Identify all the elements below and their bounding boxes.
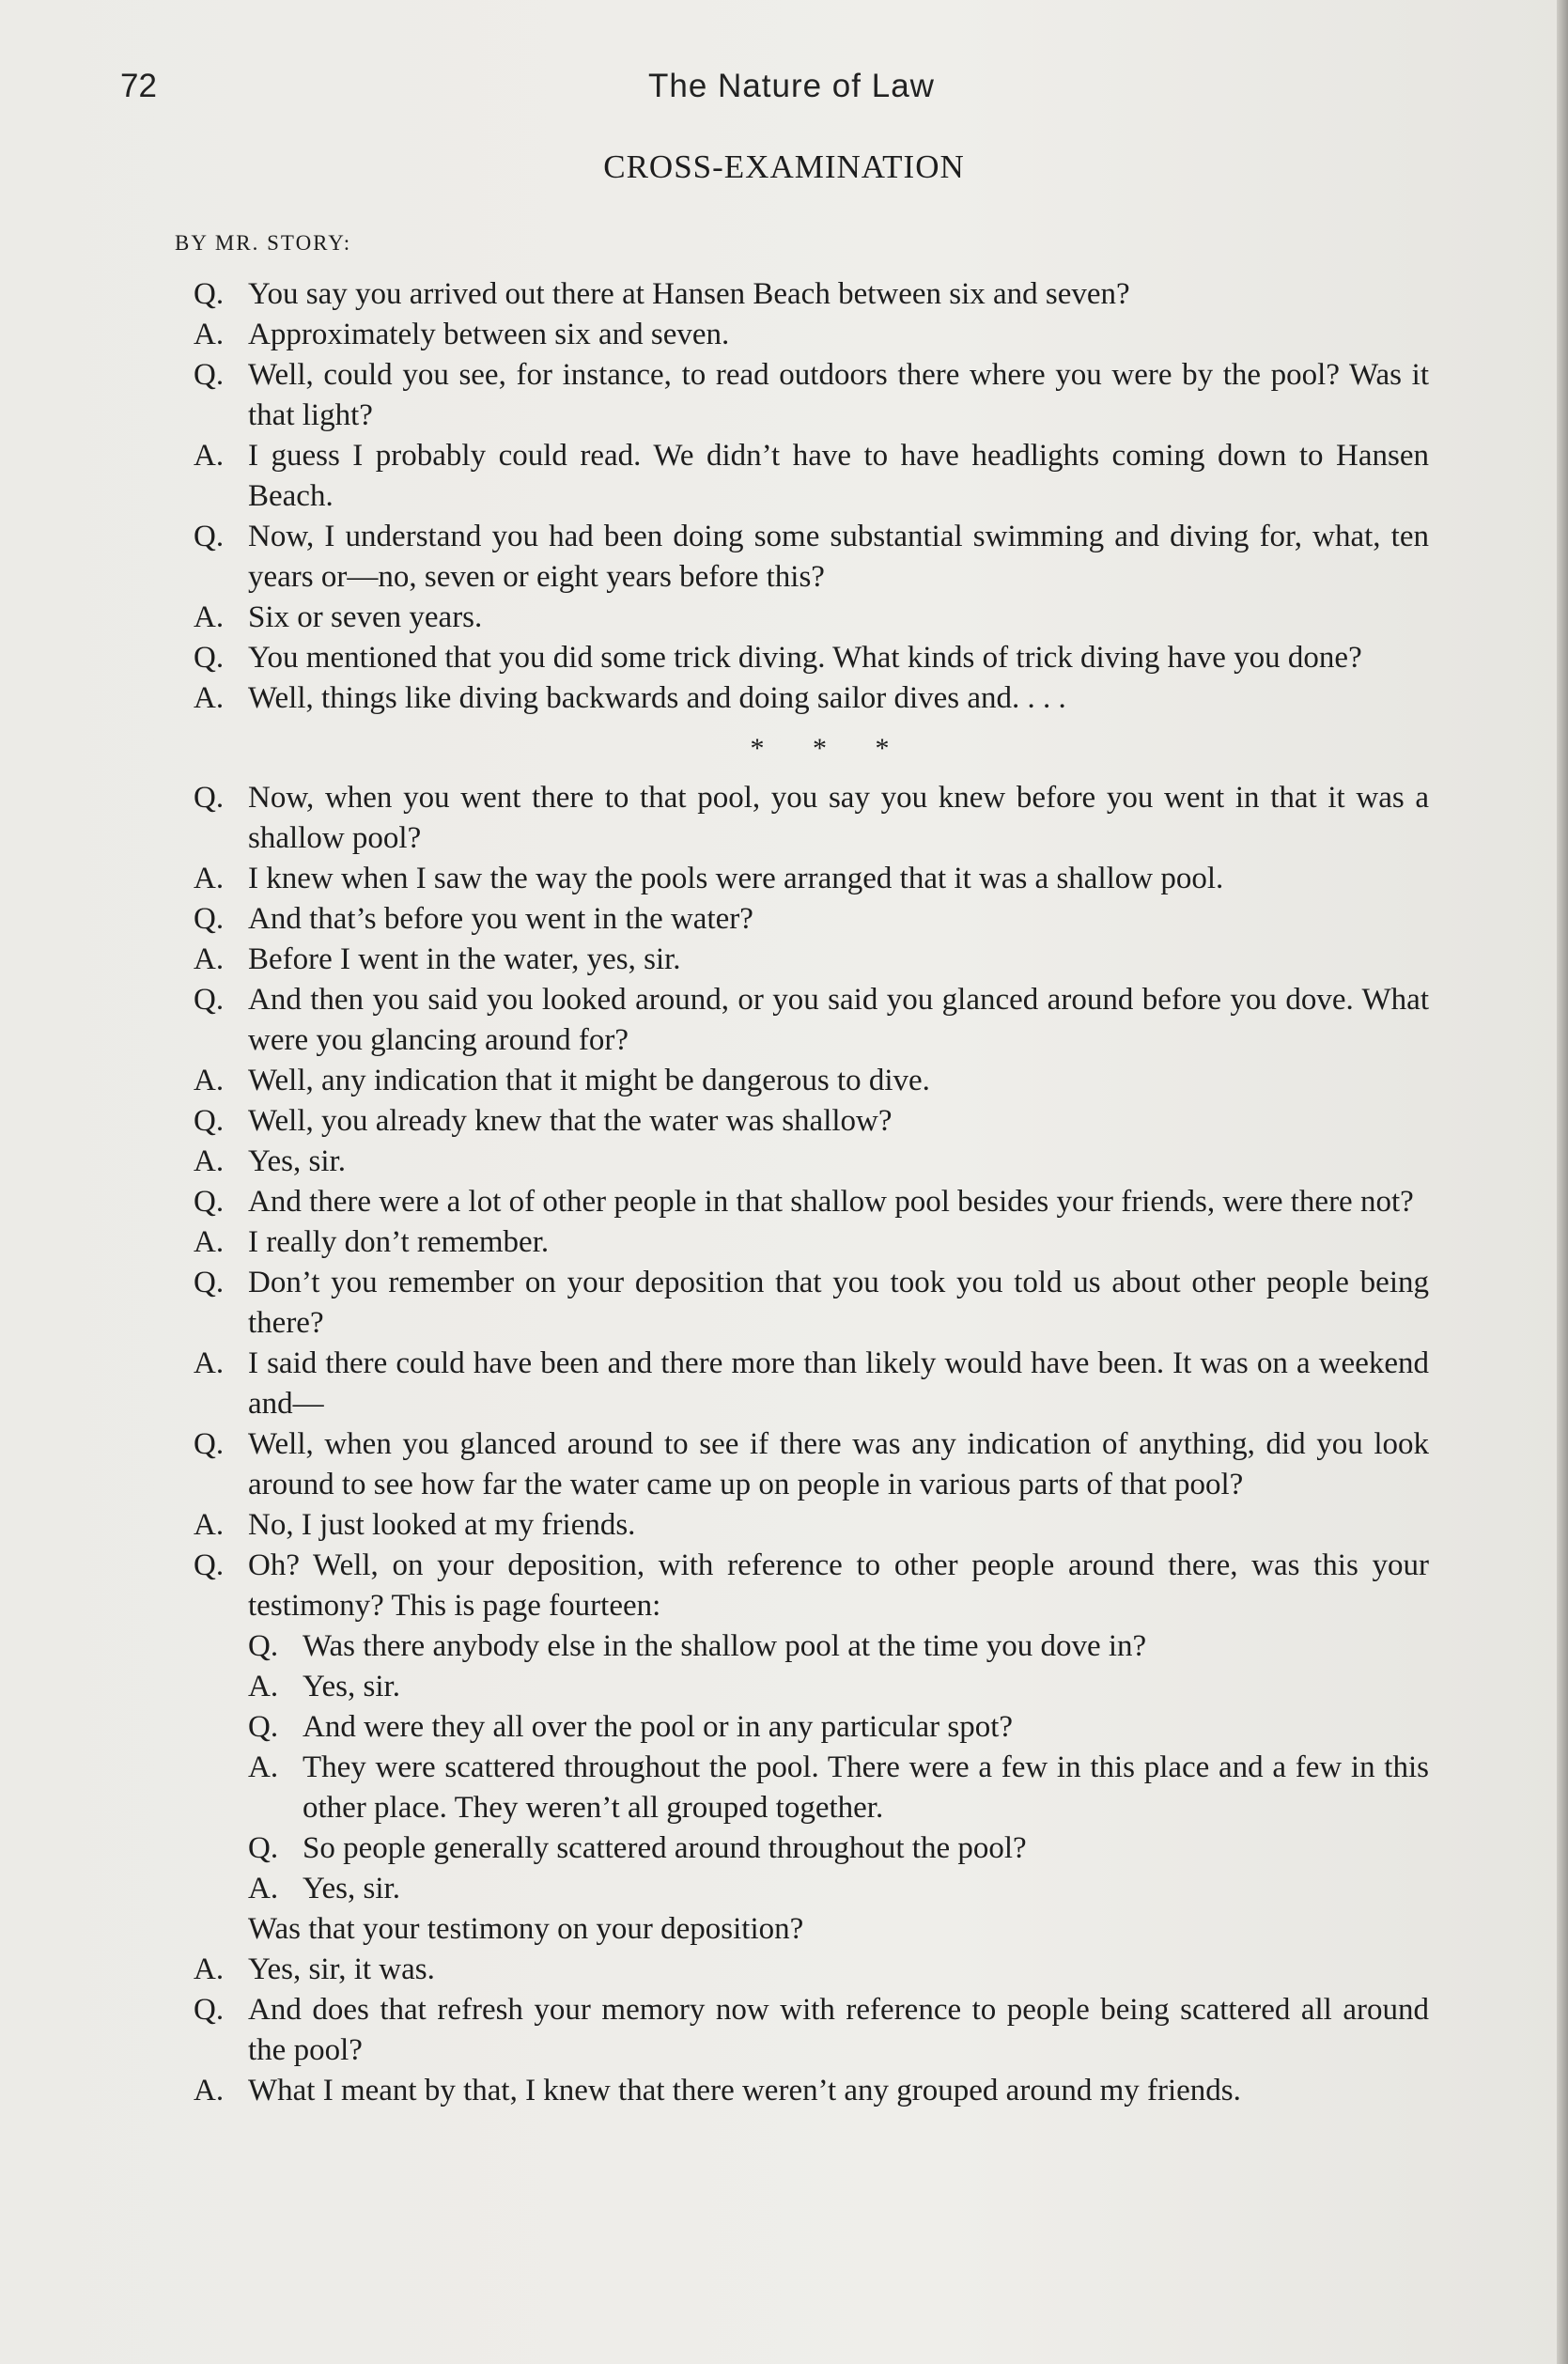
testimony-text: Well, things like diving backwards and doing sailor dives and. . . . <box>248 681 1066 715</box>
testimony-text: Don’t you remember on your deposition that you took you told us about other people being there? <box>248 1266 1429 1340</box>
answer-entry <box>248 1667 1429 1707</box>
answer-entry <box>248 1748 1429 1828</box>
speaker-label: Q. <box>194 277 225 311</box>
speaker-label: A. <box>194 439 225 473</box>
question-entry <box>194 355 1429 436</box>
speaker-label: A. <box>194 318 225 351</box>
speaker-label: Q. <box>194 983 225 1017</box>
speaker-label: Q. <box>194 1548 225 1582</box>
question-entry <box>248 1626 1429 1667</box>
speaker-label: A. <box>194 1225 225 1259</box>
testimony-text: Six or seven years. <box>248 600 483 634</box>
question-entry <box>248 1707 1429 1748</box>
testimony-text: Now, when you went there to that pool, you say you knew before you went in that it was a shallow pool? <box>248 781 1429 855</box>
section-break: * * * <box>750 733 910 764</box>
speaker-label: A. <box>194 942 225 976</box>
deposition-question: Was that your testimony on your deposition? <box>248 1912 804 1946</box>
quoted-deposition <box>248 1626 1429 1909</box>
speaker-label: Q. <box>194 902 225 936</box>
testimony-text: Yes, sir. <box>248 1144 346 1178</box>
testimony-text: Yes, sir. <box>303 1872 400 1905</box>
speaker-label: A. <box>194 1144 225 1178</box>
testimony-text: Oh? Well, on your deposition, with reference to other people around there, was this your testimony? This is page fourteen: <box>248 1548 1429 1623</box>
speaker-label: Q. <box>194 520 225 553</box>
question-entry <box>248 1828 1429 1869</box>
testimony-text: Well, any indication that it might be dangerous to dive. <box>248 1064 930 1097</box>
question-entry <box>194 638 1429 678</box>
speaker-label: A. <box>194 600 225 634</box>
answer-entry <box>194 678 1429 719</box>
testimony-text: Well, when you glanced around to see if there was any indication of anything, did you look around to see how far the water came up on people in various parts of that pool? <box>248 1427 1429 1501</box>
testimony-text: And were they all over the pool or in any particular spot? <box>303 1710 1014 1744</box>
speaker-label: A. <box>194 1508 225 1542</box>
testimony-text: You mentioned that you did some trick diving. What kinds of trick diving have you done? <box>248 641 1362 675</box>
answer-entry <box>248 1869 1429 1909</box>
page-number: 72 <box>120 68 157 104</box>
answer-entry <box>194 436 1429 517</box>
speaker-label: Q. <box>194 1427 225 1461</box>
testimony-text: Well, could you see, for instance, to read outdoors there where you were by the pool? Was it that light? <box>248 358 1429 432</box>
answer-entry <box>194 1222 1429 1263</box>
testimony-text: No, I just looked at my friends. <box>248 1508 636 1542</box>
testimony-text: They were scattered throughout the pool. There were a few in this place and a few in this other place. They weren’t all grouped together. <box>303 1750 1429 1825</box>
testimony-text: Now, I understand you had been doing some substantial swimming and diving for, what, ten years or—no, seven or eight years before this? <box>248 520 1429 594</box>
answer-entry <box>194 1505 1429 1546</box>
testimony-text: You say you arrived out there at Hansen Beach between six and seven? <box>248 277 1130 311</box>
testimony-text: Approximately between six and seven. <box>248 318 730 351</box>
transcript-part-1 <box>194 274 1429 719</box>
question-entry <box>194 1424 1429 1505</box>
question-entry <box>194 274 1429 315</box>
running-head: The Nature of Law <box>648 68 935 104</box>
speaker-label: Q. <box>248 1629 279 1663</box>
transcript-part-2 <box>194 778 1429 1626</box>
speaker-label: Q. <box>194 781 225 815</box>
answer-entry <box>194 940 1429 980</box>
speaker-label: A. <box>194 1346 225 1380</box>
answer-entry <box>194 598 1429 638</box>
page-edge-shadow <box>1557 0 1568 2364</box>
testimony-text: And then you said you looked around, or you said you glanced around before you dove. What were you glancing around for? <box>248 983 1429 1057</box>
answer-entry <box>194 315 1429 355</box>
question-entry <box>194 517 1429 598</box>
question-entry <box>194 1182 1429 1222</box>
speaker-label: A. <box>248 1670 279 1703</box>
speaker-label: Q. <box>194 1993 225 2027</box>
answer-entry <box>194 859 1429 899</box>
answer-entry <box>194 1061 1429 1101</box>
transcript-part-3 <box>194 1950 1429 2111</box>
speaker-label: Q. <box>194 1266 225 1299</box>
speaker-label: Q. <box>248 1710 279 1744</box>
testimony-text: I really don’t remember. <box>248 1225 550 1259</box>
speaker-label: Q. <box>194 641 225 675</box>
testimony-text: Yes, sir. <box>303 1670 400 1703</box>
speaker-label: A. <box>248 1750 279 1784</box>
speaker-label: A. <box>194 1952 225 1986</box>
question-entry <box>194 899 1429 940</box>
speaker-label: Q. <box>194 358 225 392</box>
speaker-label: A. <box>194 2074 225 2107</box>
question-entry <box>194 1101 1429 1142</box>
speaker-label: Q. <box>194 1185 225 1219</box>
speaker-label: Q. <box>194 1104 225 1138</box>
testimony-text: Before I went in the water, yes, sir. <box>248 942 681 976</box>
transcript <box>194 274 1429 2111</box>
speaker-label: Q. <box>248 1831 279 1865</box>
question-entry <box>194 778 1429 859</box>
page-header <box>0 68 1568 124</box>
question-entry <box>194 1263 1429 1344</box>
testimony-text: And that’s before you went in the water? <box>248 902 753 936</box>
testimony-text: I said there could have been and there more than likely would have been. It was on a weekend and— <box>248 1346 1429 1421</box>
answer-entry <box>194 1142 1429 1182</box>
answer-entry <box>194 1344 1429 1424</box>
testimony-text: And does that refresh your memory now with reference to people being scattered all around the pool? <box>248 1993 1429 2067</box>
answer-entry <box>194 2071 1429 2111</box>
speaker-label: A. <box>194 1064 225 1097</box>
testimony-text: I knew when I saw the way the pools were arranged that it was a shallow pool. <box>248 862 1224 895</box>
testimony-text: Well, you already knew that the water was shallow? <box>248 1104 893 1138</box>
question-entry <box>194 1546 1429 1626</box>
speaker-label: A. <box>194 862 225 895</box>
testimony-text: I guess I probably could read. We didn’t have to have headlights coming down to Hansen Beach. <box>248 439 1429 513</box>
testimony-text: And there were a lot of other people in that shallow pool besides your friends, were there not? <box>248 1185 1414 1219</box>
speaker-label: A. <box>248 1872 279 1905</box>
section-title: CROSS-EXAMINATION <box>603 148 965 185</box>
testimony-text: What I meant by that, I knew that there weren’t any grouped around my friends. <box>248 2074 1241 2107</box>
testimony-text: So people generally scattered around throughout the pool? <box>303 1831 1027 1865</box>
examiner-byline: BY MR. STORY: <box>175 231 352 255</box>
testimony-text: Yes, sir, it was. <box>248 1952 435 1986</box>
answer-entry <box>194 1950 1429 1990</box>
question-entry <box>194 1990 1429 2071</box>
speaker-label: A. <box>194 681 225 715</box>
question-entry <box>194 980 1429 1061</box>
testimony-text: Was there anybody else in the shallow pool at the time you dove in? <box>303 1629 1147 1663</box>
